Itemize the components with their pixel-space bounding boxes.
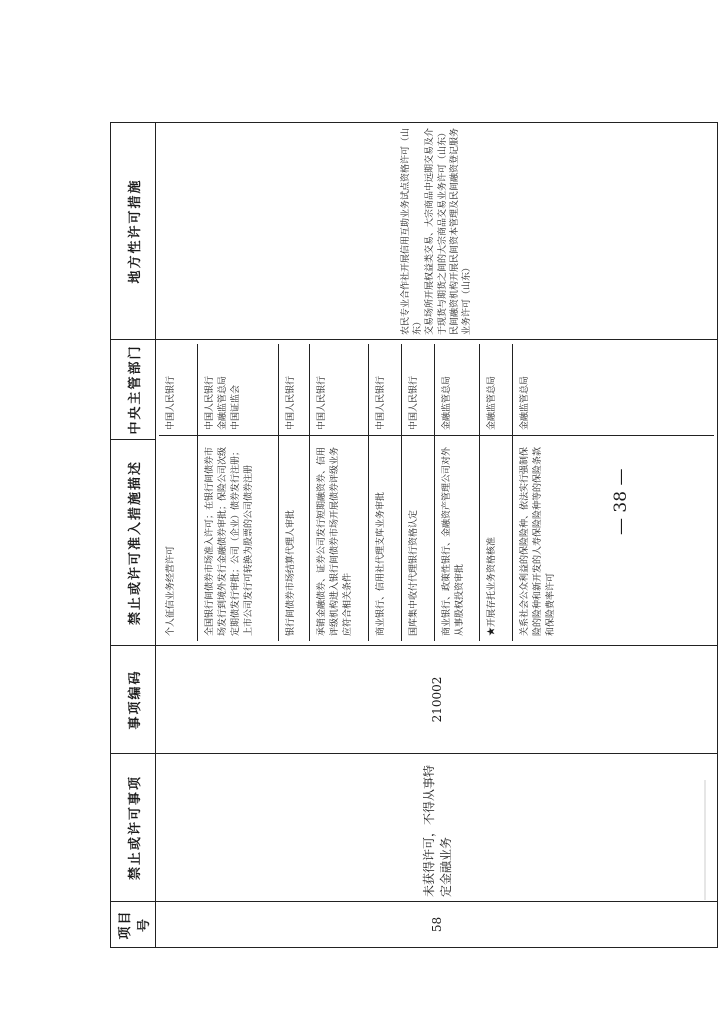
measure-description: 商业银行、信用社代理支库业务审批 xyxy=(369,435,401,641)
local-measure: 农民专业合作社开展信用互助业务试点资格许可（山东） xyxy=(401,127,424,335)
measure-description: ★开展存托业务资格核准 xyxy=(480,435,512,641)
local-measures-list xyxy=(400,127,473,335)
cell-item-no: 58 xyxy=(156,902,718,948)
header-description: 禁止或许可准入措施描述 xyxy=(111,440,156,646)
measure-department: 金融监管总局 xyxy=(520,375,530,430)
measure-description: 个人征信业务经营许可 xyxy=(159,435,197,641)
measure-row xyxy=(402,344,435,641)
measure-row xyxy=(369,344,402,641)
rotated-table-wrapper xyxy=(110,123,718,948)
header-item-no: 项目号 xyxy=(111,902,156,948)
measure-description: 关系社会公众利益的保险险种、依法实行强制保险的险种和新开发的人寿保险险种等的保险条款和保险费率许可 xyxy=(513,435,714,641)
measure-row xyxy=(310,344,369,641)
cell-item: 未获得许可，不得从事特定金融业务 xyxy=(156,754,718,902)
header-code: 事项编码 xyxy=(111,646,156,754)
measure-description: 银行间债券市场结算代理人审批 xyxy=(279,435,309,641)
cell-local-measures xyxy=(156,123,718,340)
measure-row xyxy=(480,344,513,641)
measure-department: 中国人民银行 xyxy=(409,375,419,430)
measure-department: 中国人民银行 xyxy=(286,375,296,430)
header-row xyxy=(111,123,156,948)
cell-measures xyxy=(156,340,718,646)
measure-department: 中国人民银行 xyxy=(166,375,176,430)
measure-row xyxy=(435,344,480,641)
local-measure: 民间融资机构开展民间资本管理及民间融资登记服务业务许可（山东） xyxy=(449,127,472,335)
local-measure: 交易场所开展权益类交易、大宗商品中远期交易及介于现货与期货之间的大宗商品交易业务许可（山东） xyxy=(425,127,448,335)
measure-row xyxy=(198,344,279,641)
measure-description: 承销金融债券、证券公司发行短期融资券、信用评级机构进入银行间债券市场开展债券评级业务应符合相关条件 xyxy=(310,435,368,641)
measure-row xyxy=(279,344,310,641)
measure-department: 金融监管总局 xyxy=(487,375,497,430)
measure-department: 金融监管总局 xyxy=(442,375,452,430)
permit-table xyxy=(110,122,718,948)
header-local: 地方性许可措施 xyxy=(111,123,156,340)
measure-description: 全国银行间债券市场准入许可；在银行间债券市场发行到境外发行金融债券审批；保险公司次级定期债发行审批；公司（企业）债券发行注册；上市公司发行可转换为股票的公司债券注册 xyxy=(198,435,278,641)
measure-department: 中国人民银行 xyxy=(317,375,327,430)
measure-department: 中国人民银行 金融监管总局 中国证监会 xyxy=(205,375,242,430)
measure-row xyxy=(159,344,198,641)
table-row xyxy=(156,123,718,948)
measure-description: 国库集中收付代理银行资格认定 xyxy=(402,435,434,641)
measure-description: 商业银行、政策性银行、金融资产管理公司对外从事股权投资审批 xyxy=(435,435,479,641)
header-department: 中央主管部门 xyxy=(111,340,156,440)
header-item: 禁止或许可事项 xyxy=(111,754,156,902)
cell-code: 210002 xyxy=(156,646,718,754)
page-number: — 38 — xyxy=(611,468,631,535)
measure-department: 中国人民银行 xyxy=(376,375,386,430)
